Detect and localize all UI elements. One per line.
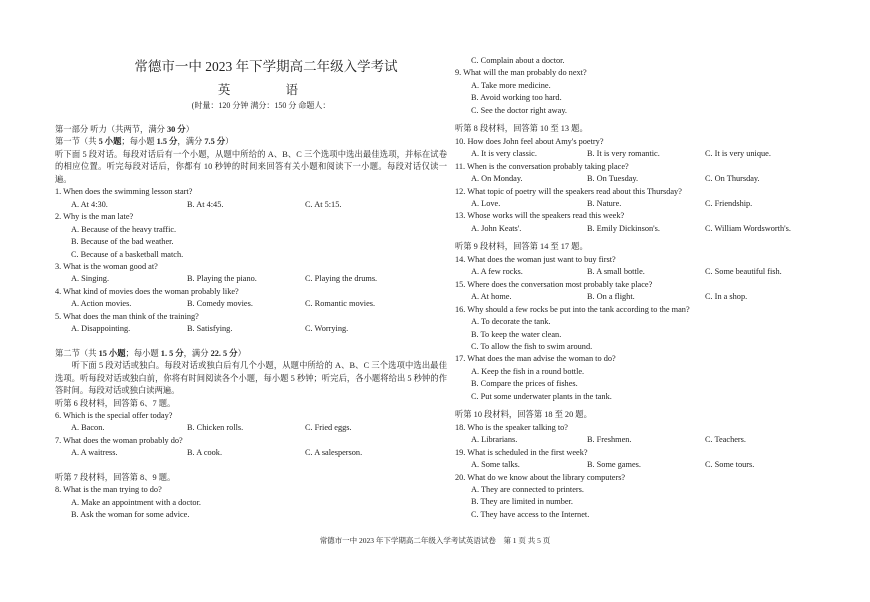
question-text: 3. What is the woman good at? (55, 261, 158, 271)
option-a: A. At 4:30. (71, 199, 108, 209)
question-text: 5. What does the man think of the training? (55, 311, 199, 321)
option-c: C. Friendship. (705, 198, 753, 208)
option-a: A. On Monday. (471, 174, 523, 184)
material-7-heading: 听第 7 段材料，回答第 8、9 题。 (55, 472, 176, 482)
option-c: C. Romantic movies. (305, 299, 376, 309)
question-text: 9. What will the man probably do next? (455, 68, 587, 78)
question-text: 17. What does the man advise the woman to do? (455, 354, 616, 364)
option-c: C. Complain about a doctor. (471, 56, 565, 65)
question-block (455, 447, 815, 472)
option-c: C. At 5:15. (305, 199, 342, 209)
option-b: B. Nature. (587, 198, 622, 208)
option-a: A. Keep the fish in a round bottle. (471, 366, 585, 376)
options-row (455, 223, 815, 235)
option-b: B. They are limited in number. (471, 497, 573, 507)
option-b: B. Because of the bad weather. (71, 237, 174, 247)
options-row (455, 459, 815, 471)
options-row (455, 266, 815, 278)
question-block (455, 422, 815, 447)
question-text: 15. Where does the conversation most probably take place? (455, 279, 653, 289)
option-a: A. A waitress. (71, 448, 118, 458)
option-a: A. Make an appointment with a doctor. (71, 497, 201, 507)
option-a: A. Love. (471, 198, 501, 208)
questions-1-5 (55, 186, 447, 335)
question-block (455, 279, 815, 304)
option-a: A. They are connected to printers. (471, 484, 584, 494)
option-b: B. On Tuesday. (587, 174, 639, 184)
question-text: 10. How does John feel about Amy's poetry? (455, 136, 604, 146)
option-b: B. To keep the water clean. (471, 329, 562, 339)
question-text: 19. What is scheduled in the first week? (455, 447, 588, 457)
question-text: 2. Why is the man late? (55, 212, 134, 222)
material-6-heading: 听第 6 段材料，回答第 6、7 题。 (55, 398, 176, 408)
question-text: 7. What does the woman probably do? (55, 435, 183, 445)
question-text: 14. What does the woman just want to buy first? (455, 254, 616, 264)
option-b: B. Emily Dickinson's. (587, 223, 660, 233)
question-block (55, 286, 447, 311)
question-text: 12. What topic of poetry will the speakers read about this Thursday? (455, 186, 682, 196)
option-a: A. Disappointing. (71, 324, 131, 334)
page-number: 第 1 页 共 5 页 (503, 536, 551, 545)
question-block (55, 435, 447, 460)
subject-heading: 英 语 (217, 83, 325, 97)
option-c: C. It is very unique. (705, 149, 771, 159)
part1-heading: 第一部分 听力（共两节，满分 30 分） (55, 125, 194, 134)
option-a: A. Take more medicine. (471, 80, 551, 90)
material-9-heading: 听第 9 段材料，回答第 14 至 17 题。 (455, 242, 588, 252)
option-c: C. Teachers. (705, 435, 746, 445)
exam-meta: (时量：120 分钟 满分：150 分 命题人： (191, 101, 331, 110)
options-row (55, 199, 447, 211)
question-text: 18. Who is the speaker talking to? (455, 422, 568, 432)
option-b: B. A small bottle. (587, 267, 645, 277)
options-row (55, 447, 447, 459)
option-c: C. A salesperson. (305, 448, 363, 458)
options-row (455, 291, 815, 303)
option-b: B. Playing the piano. (187, 274, 257, 284)
question-text: 8. What is the man trying to do? (55, 485, 162, 495)
question-text: 20. What do we know about the library computers? (455, 472, 626, 482)
option-c: C. Playing the drums. (305, 274, 378, 284)
options-row (455, 198, 815, 210)
question-block (455, 161, 815, 186)
exam-title: 常德市一中 2023 年下学期高二年级入学考试 (134, 59, 398, 74)
options-row (55, 298, 447, 310)
option-a: A. It is very classic. (471, 149, 537, 159)
options-row (455, 148, 815, 160)
question-block (455, 210, 815, 235)
option-c: C. Fried eggs. (305, 423, 352, 433)
option-c: C. On Thursday. (705, 174, 760, 184)
option-a: A. At home. (471, 292, 512, 302)
question-text: 13. Whose works will the speakers read this week? (455, 211, 625, 221)
option-a: A. Bacon. (71, 423, 105, 433)
questions-18-19 (455, 422, 815, 472)
option-c: C. Some tours. (705, 460, 755, 470)
question-text: 4. What kind of movies does the woman probably like? (55, 286, 239, 296)
questions-10-13 (455, 136, 815, 236)
question-block (55, 261, 447, 286)
material-10-heading: 听第 10 段材料，回答第 18 至 20 题。 (455, 410, 592, 420)
question-block (455, 136, 815, 161)
options-row (55, 323, 447, 335)
section1-instructions: 听下面 5 段对话。每段对话后有一个小题，从题中所给的 A、B、C 三个选项中选出最佳选项，并标在试卷的相应位置。听完每段对话后，你都有 10 秒钟的时间来回答有关小题和阅读下一小题。每段对话仅读一遍。 (55, 149, 447, 184)
option-a: A. John Keats'. (471, 223, 522, 233)
option-c: C. To allow the fish to swim around. (471, 341, 593, 351)
question-9 (455, 67, 815, 117)
left-column (55, 58, 447, 522)
question-text: 16. Why should a few rocks be put into the tank according to the man? (455, 304, 690, 314)
option-c: C. Some beautiful fish. (705, 267, 782, 277)
footer-text: 常德市一中 2023 年下学期高二年级入学考试英语试卷 (319, 536, 496, 545)
right-column (455, 55, 815, 521)
option-c: C. Because of a basketball match. (71, 249, 184, 259)
option-b: B. On a flight. (587, 292, 635, 302)
option-b: B. Avoid working too hard. (471, 93, 562, 103)
option-a: A. Action movies. (71, 299, 132, 309)
option-b: B. Freshmen. (587, 435, 632, 445)
option-c: C. William Wordsworth's. (705, 223, 791, 233)
question-block (55, 211, 447, 261)
question-block (455, 186, 815, 211)
page-footer (0, 536, 870, 546)
section1-heading: 第一节（共 5 小题；每小题 1.5 分，满分 7.5 分） (55, 137, 234, 147)
option-a: A. Because of the heavy traffic. (71, 224, 177, 234)
question-20 (455, 472, 815, 522)
option-c: C. Put some underwater plants in the tank. (471, 391, 612, 401)
option-b: B. Chicken rolls. (187, 423, 244, 433)
option-a: A. To decorate the tank. (471, 317, 551, 327)
option-c: C. They have access to the Internet. (471, 509, 590, 519)
question-text: 11. When is the conversation probably taking place? (455, 161, 629, 171)
question-text: 6. Which is the special offer today? (55, 410, 173, 420)
option-b: B. It is very romantic. (587, 149, 660, 159)
options-row (55, 422, 447, 434)
section2-heading: 第二节（共 15 小题；每小题 1. 5 分，满分 22. 5 分） (55, 348, 246, 358)
option-b: B. A cook. (187, 448, 223, 458)
options-row (55, 273, 447, 285)
option-a: A. Librarians. (471, 435, 518, 445)
question-block (455, 254, 815, 279)
question-16 (455, 304, 815, 354)
options-row (455, 173, 815, 185)
option-c: C. In a shop. (705, 292, 748, 302)
questions-6-7 (55, 410, 447, 460)
question-8 (55, 484, 447, 521)
question-block (55, 410, 447, 435)
question-block (55, 311, 447, 336)
option-b: B. Satisfying. (187, 324, 233, 334)
option-b: B. At 4:45. (187, 199, 224, 209)
options-row (455, 434, 815, 446)
question-text: 1. When does the swimming lesson start? (55, 187, 193, 197)
option-b: B. Comedy movies. (187, 299, 253, 309)
option-a: A. Some talks. (471, 460, 520, 470)
question-17 (455, 353, 815, 403)
option-a: A. Singing. (71, 274, 110, 284)
material-8-heading: 听第 8 段材料，回答第 10 至 13 题。 (455, 124, 588, 134)
option-b: B. Compare the prices of fishes. (471, 379, 578, 389)
option-c: C. See the doctor right away. (471, 105, 568, 115)
question-block (55, 186, 447, 211)
option-b: B. Some games. (587, 460, 641, 470)
option-a: A. A few rocks. (471, 267, 523, 277)
questions-14-15 (455, 254, 815, 304)
section2-instructions: 听下面 5 段对话或独白。每段对话或独白后有几个小题，从题中所给的 A、B、C 三个选项中选出最佳选项。听每段对话或独白前，你将有时间阅读各个小题，每小题 5 秒钟；听完后，各小题将给出 5 秒钟的作答时间。每段对话或独白读两遍。 (55, 361, 447, 396)
option-c: C. Worrying. (305, 324, 349, 334)
option-b: B. Ask the woman for some advice. (71, 510, 190, 520)
